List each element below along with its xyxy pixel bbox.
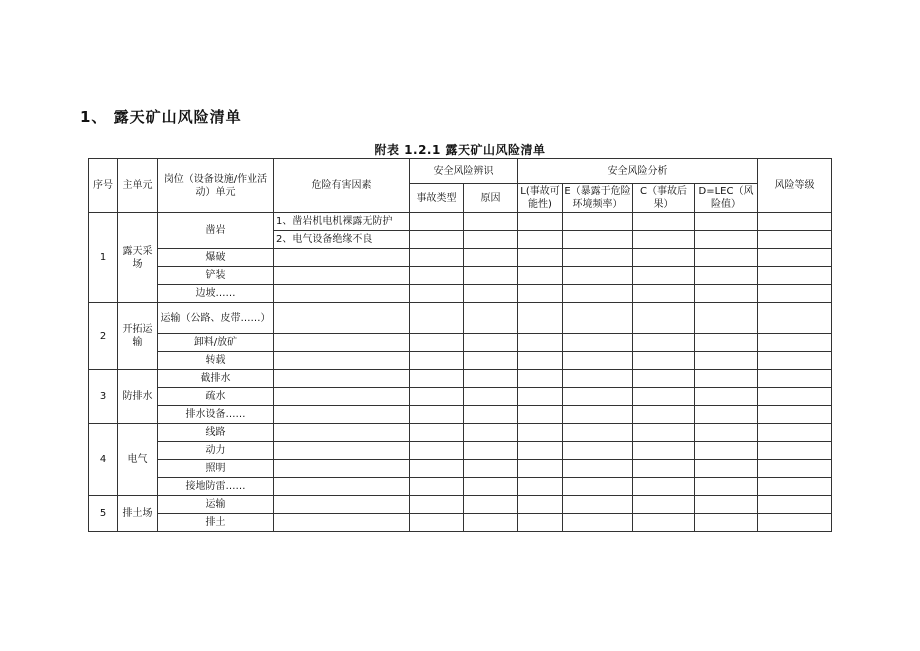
header-C: C（事故后果） — [633, 184, 695, 213]
group-seq: 2 — [89, 303, 118, 370]
post-cell: 铲装 — [158, 267, 274, 285]
header-hazard: 危险有害因素 — [274, 159, 410, 213]
group-unit: 开拓运输 — [118, 303, 158, 370]
table-row — [89, 267, 832, 285]
post-cell: 卸料/放矿 — [158, 334, 274, 352]
table-row — [89, 352, 832, 370]
table-row — [89, 460, 832, 478]
post-cell: 排土 — [158, 514, 274, 532]
group-seq: 5 — [89, 496, 118, 532]
header-cause: 原因 — [464, 184, 518, 213]
table-row — [89, 406, 832, 424]
post-cell: 爆破 — [158, 249, 274, 267]
table-row — [89, 285, 832, 303]
header-main-unit: 主单元 — [118, 159, 158, 213]
header-D: D=LEC（风险值） — [695, 184, 758, 213]
post-cell: 截排水 — [158, 370, 274, 388]
table-caption: 附表 1.2.1 露天矿山风险清单 — [374, 143, 546, 157]
table-row — [89, 388, 832, 406]
table-row — [89, 442, 832, 460]
section-heading: 1、 露天矿山风险清单 — [80, 108, 242, 126]
post-cell: 照明 — [158, 460, 274, 478]
table-row — [89, 478, 832, 496]
group-unit: 露天采场 — [118, 213, 158, 303]
table-row — [89, 514, 832, 532]
post-cell: 排水设备…… — [158, 406, 274, 424]
table-row — [89, 496, 832, 514]
group-seq: 3 — [89, 370, 118, 424]
post-cell: 接地防雷…… — [158, 478, 274, 496]
header-identify: 安全风险辨识 — [410, 159, 518, 184]
post-cell: 线路 — [158, 424, 274, 442]
header-E: E（暴露于危险环境频率） — [563, 184, 633, 213]
table-row — [89, 424, 832, 442]
table-row — [89, 213, 832, 231]
table-row — [89, 370, 832, 388]
group-unit: 电气 — [118, 424, 158, 496]
header-level: 风险等级 — [758, 159, 832, 213]
header-analysis: 安全风险分析 — [518, 159, 758, 184]
post-cell: 疏水 — [158, 388, 274, 406]
header-row-top — [89, 159, 832, 184]
table-row — [89, 303, 832, 334]
table-row — [89, 249, 832, 267]
table-row — [89, 334, 832, 352]
post-cell: 运输（公路、皮带……） — [158, 303, 274, 334]
group-unit: 防排水 — [118, 370, 158, 424]
group-seq: 4 — [89, 424, 118, 496]
post-cell: 凿岩 — [158, 213, 274, 249]
hazard-cell: 2、电气设备绝缘不良 — [274, 231, 410, 249]
post-cell: 运输 — [158, 496, 274, 514]
header-post: 岗位（设备设施/作业活动）单元 — [158, 159, 274, 213]
post-cell: 动力 — [158, 442, 274, 460]
header-L: L(事故可能性) — [518, 184, 563, 213]
post-cell: 转载 — [158, 352, 274, 370]
post-cell: 边坡…… — [158, 285, 274, 303]
hazard-cell: 1、凿岩机电机裸露无防护 — [274, 213, 410, 231]
group-unit: 排土场 — [118, 496, 158, 532]
risk-list-table — [88, 158, 832, 532]
header-accident-type: 事故类型 — [410, 184, 464, 213]
header-seq: 序号 — [89, 159, 118, 213]
group-seq: 1 — [89, 213, 118, 303]
